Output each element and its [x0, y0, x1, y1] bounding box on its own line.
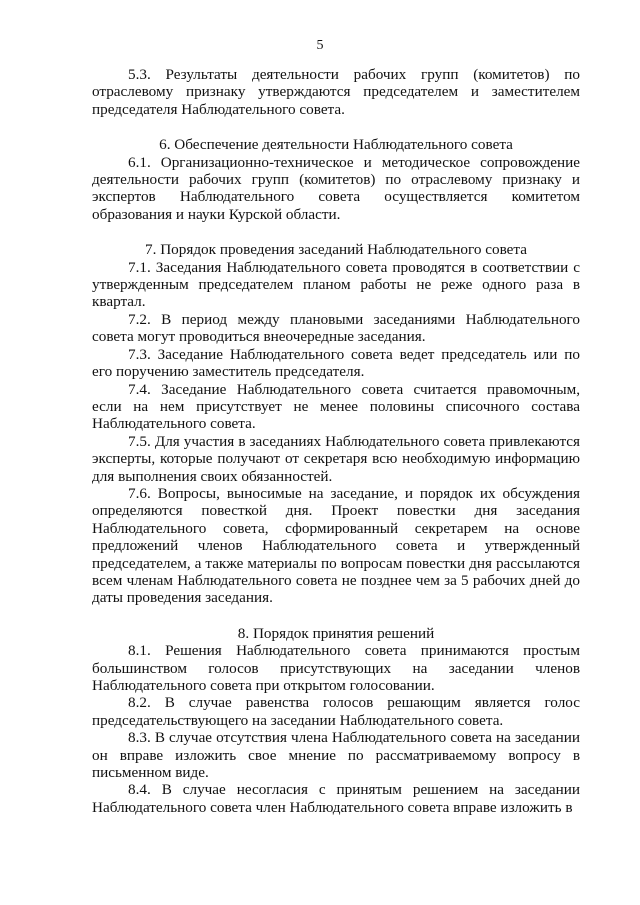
section-7-title: 7. Порядок проведения заседаний Наблюдательного совета	[145, 241, 527, 259]
clause-8-2: 8.2. В случае равенства голосов решающим является голос председательствующего на заседании Наблюдательного совета.	[92, 694, 580, 729]
section-8-title: 8. Порядок принятия решений	[237, 624, 435, 642]
clause-7-6: 7.6. Вопросы, выносимые на заседание, и порядок их обсуждения определяются повесткой дня. Проект повестки дня заседания Наблюдательного совета, сформированный секретарем на основе предложений членов Наблюдательного совета и утвержденный председателем, а также материалы по вопросам повестки дня рассылаются всем членам Наблюдательного совета не позднее чем за 5 рабочих дней до даты проведения заседания.	[92, 484, 580, 607]
clause-7-4: 7.4. Заседание Наблюдательного совета считается правомочным, если на нем присутствует не менее половины списочного состава Наблюдательного совета.	[92, 380, 580, 433]
clause-8-4: 8.4. В случае несогласия с принятым решением на заседании Наблюдательного совета член Наблюдательного совета вправе изложить в	[92, 781, 580, 816]
clause-7-3: 7.3. Заседание Наблюдательного совета ведет председатель или по его поручению заместитель председателя.	[92, 345, 580, 381]
document-body	[92, 66, 580, 816]
section-6-title: 6. Обеспечение деятельности Наблюдательного совета	[159, 136, 513, 154]
clause-7-5: 7.5. Для участия в заседаниях Наблюдательного совета привлекаются эксперты, которые получают от секретаря всю необходимую информацию для выполнения своих обязанностей.	[92, 432, 580, 485]
clause-5-3: 5.3. Результаты деятельности рабочих групп (комитетов) по отраслевому признаку утверждаются председателем и заместителем председателя Наблюдательного совета.	[92, 66, 580, 118]
clause-7-1: 7.1. Заседания Наблюдательного совета проводятся в соответствии с утвержденным председателем планом работы не реже одного раза в квартал.	[92, 258, 580, 311]
clause-8-1: 8.1. Решения Наблюдательного совета принимаются простым большинством голосов присутствующих на заседании членов Наблюдательного совета при открытом голосовании.	[92, 642, 580, 694]
clause-8-3: 8.3. В случае отсутствия члена Наблюдательного совета на заседании он вправе изложить свое мнение по рассматриваемому вопросу в письменном виде.	[92, 729, 580, 782]
clause-7-2: 7.2. В период между плановыми заседаниями Наблюдательного совета могут проводиться внеочередные заседания.	[92, 310, 580, 346]
clause-6-1: 6.1. Организационно-техническое и методическое сопровождение деятельности рабочих групп (комитетов) по отраслевому признаку и экспертов Наблюдательного совета осуществляется комитетом образования и науки Курской области.	[92, 153, 580, 223]
page-number: 5	[316, 38, 324, 53]
